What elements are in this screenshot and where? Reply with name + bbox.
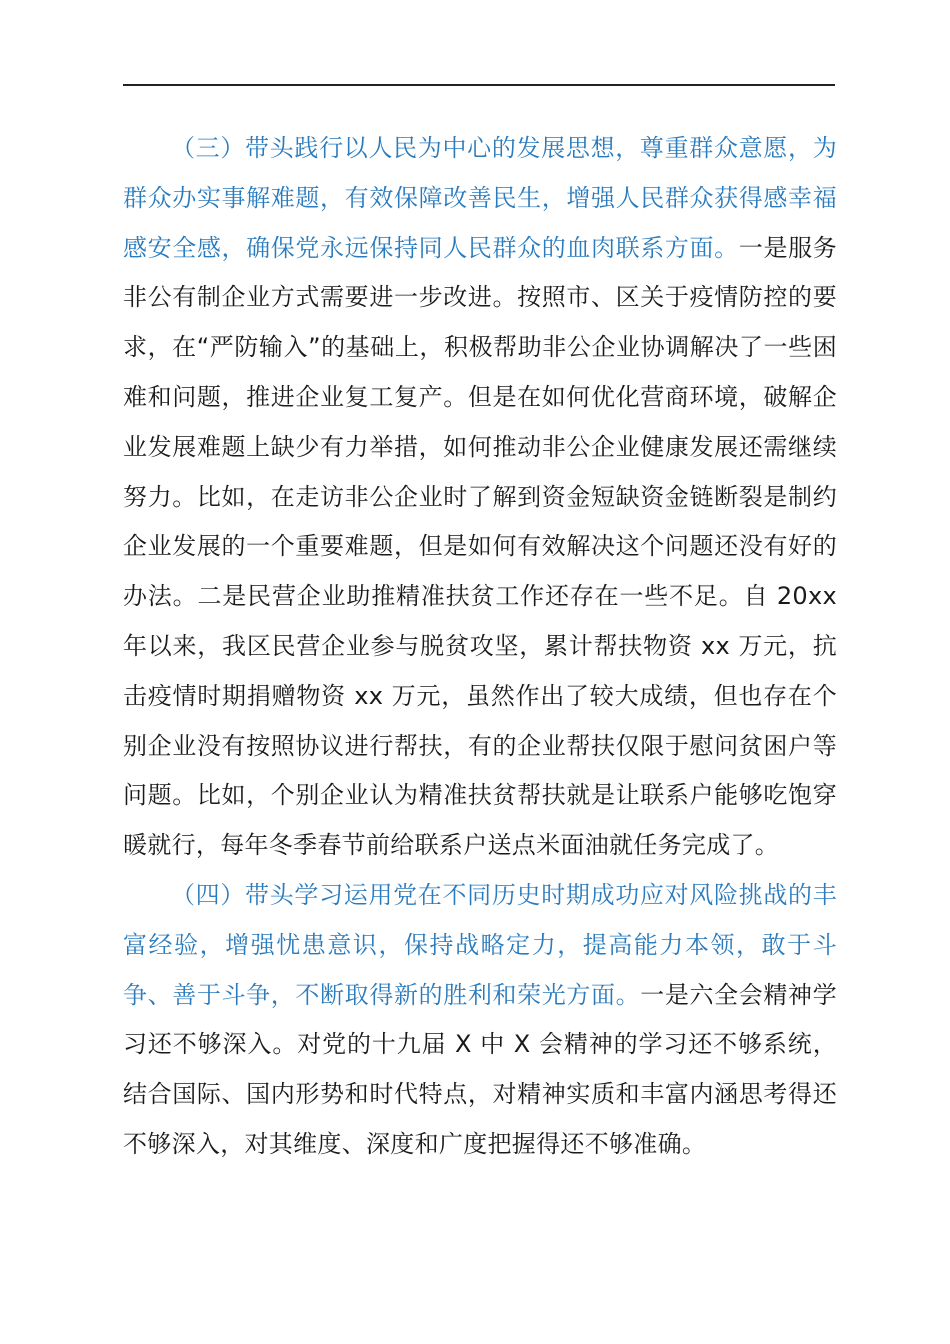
paragraph-section-3: [123, 124, 837, 871]
document-body: [123, 124, 837, 1170]
section-3-heading: （三）带头践行以人民为中心的发展思想，尊重群众意愿，为群众办实事解难题，有效保障改善民生，增强人民群众获得感幸福感安全感，确保党永远保持同人民群众的血肉联系方面。: [123, 134, 837, 262]
paragraph-section-4: [123, 871, 837, 1170]
section-4-body: 一是六全会精神学习还不够深入。对党的十九届 X 中 X 会精神的学习还不够系统，结合国际、国内形势和时代特点，对精神实质和丰富内涵思考得还不够深入，对其维度、深度和广度把握得还不够准确。: [123, 980, 837, 1158]
header-rule: [123, 84, 835, 86]
section-3-body: 一是服务非公有制企业方式需要进一步改进。按照市、区关于疫情防控的要求，在“严防输入”的基础上，积极帮助非公企业协调解决了一些困难和问题，推进企业复工复产。但是在如何优化营商环境，破解企业发展难题上缺少有力举措，如何推动非公企业健康发展还需继续努力。比如，在走访非公企业时了解到资金短缺资金链断裂是制约企业发展的一个重要难题，但是如何有效解决这个问题还没有好的办法。二是民营企业助推精准扶贫工作还存在一些不足。自 20xx 年以来，我区民营企业参与脱贫攻坚，累计帮扶物资 xx 万元，抗击疫情时期捐赠物资 xx 万元，虽然作出了较大成绩，但也存在个别企业没有按照协议进行帮扶，有的企业帮扶仅限于慰问贫困户等问题。比如，个别企业认为精准扶贫帮扶就是让联系户能够吃饱穿暖就行，每年冬季春节前给联系户送点米面油就任务完成了。: [123, 233, 838, 860]
section-4-heading: （四）带头学习运用党在不同历史时期成功应对风险挑战的丰富经验，增强忧患意识，保持战略定力，提高能力本领，敢于斗争、善于斗争，不断取得新的胜利和荣光方面。: [123, 880, 837, 1009]
